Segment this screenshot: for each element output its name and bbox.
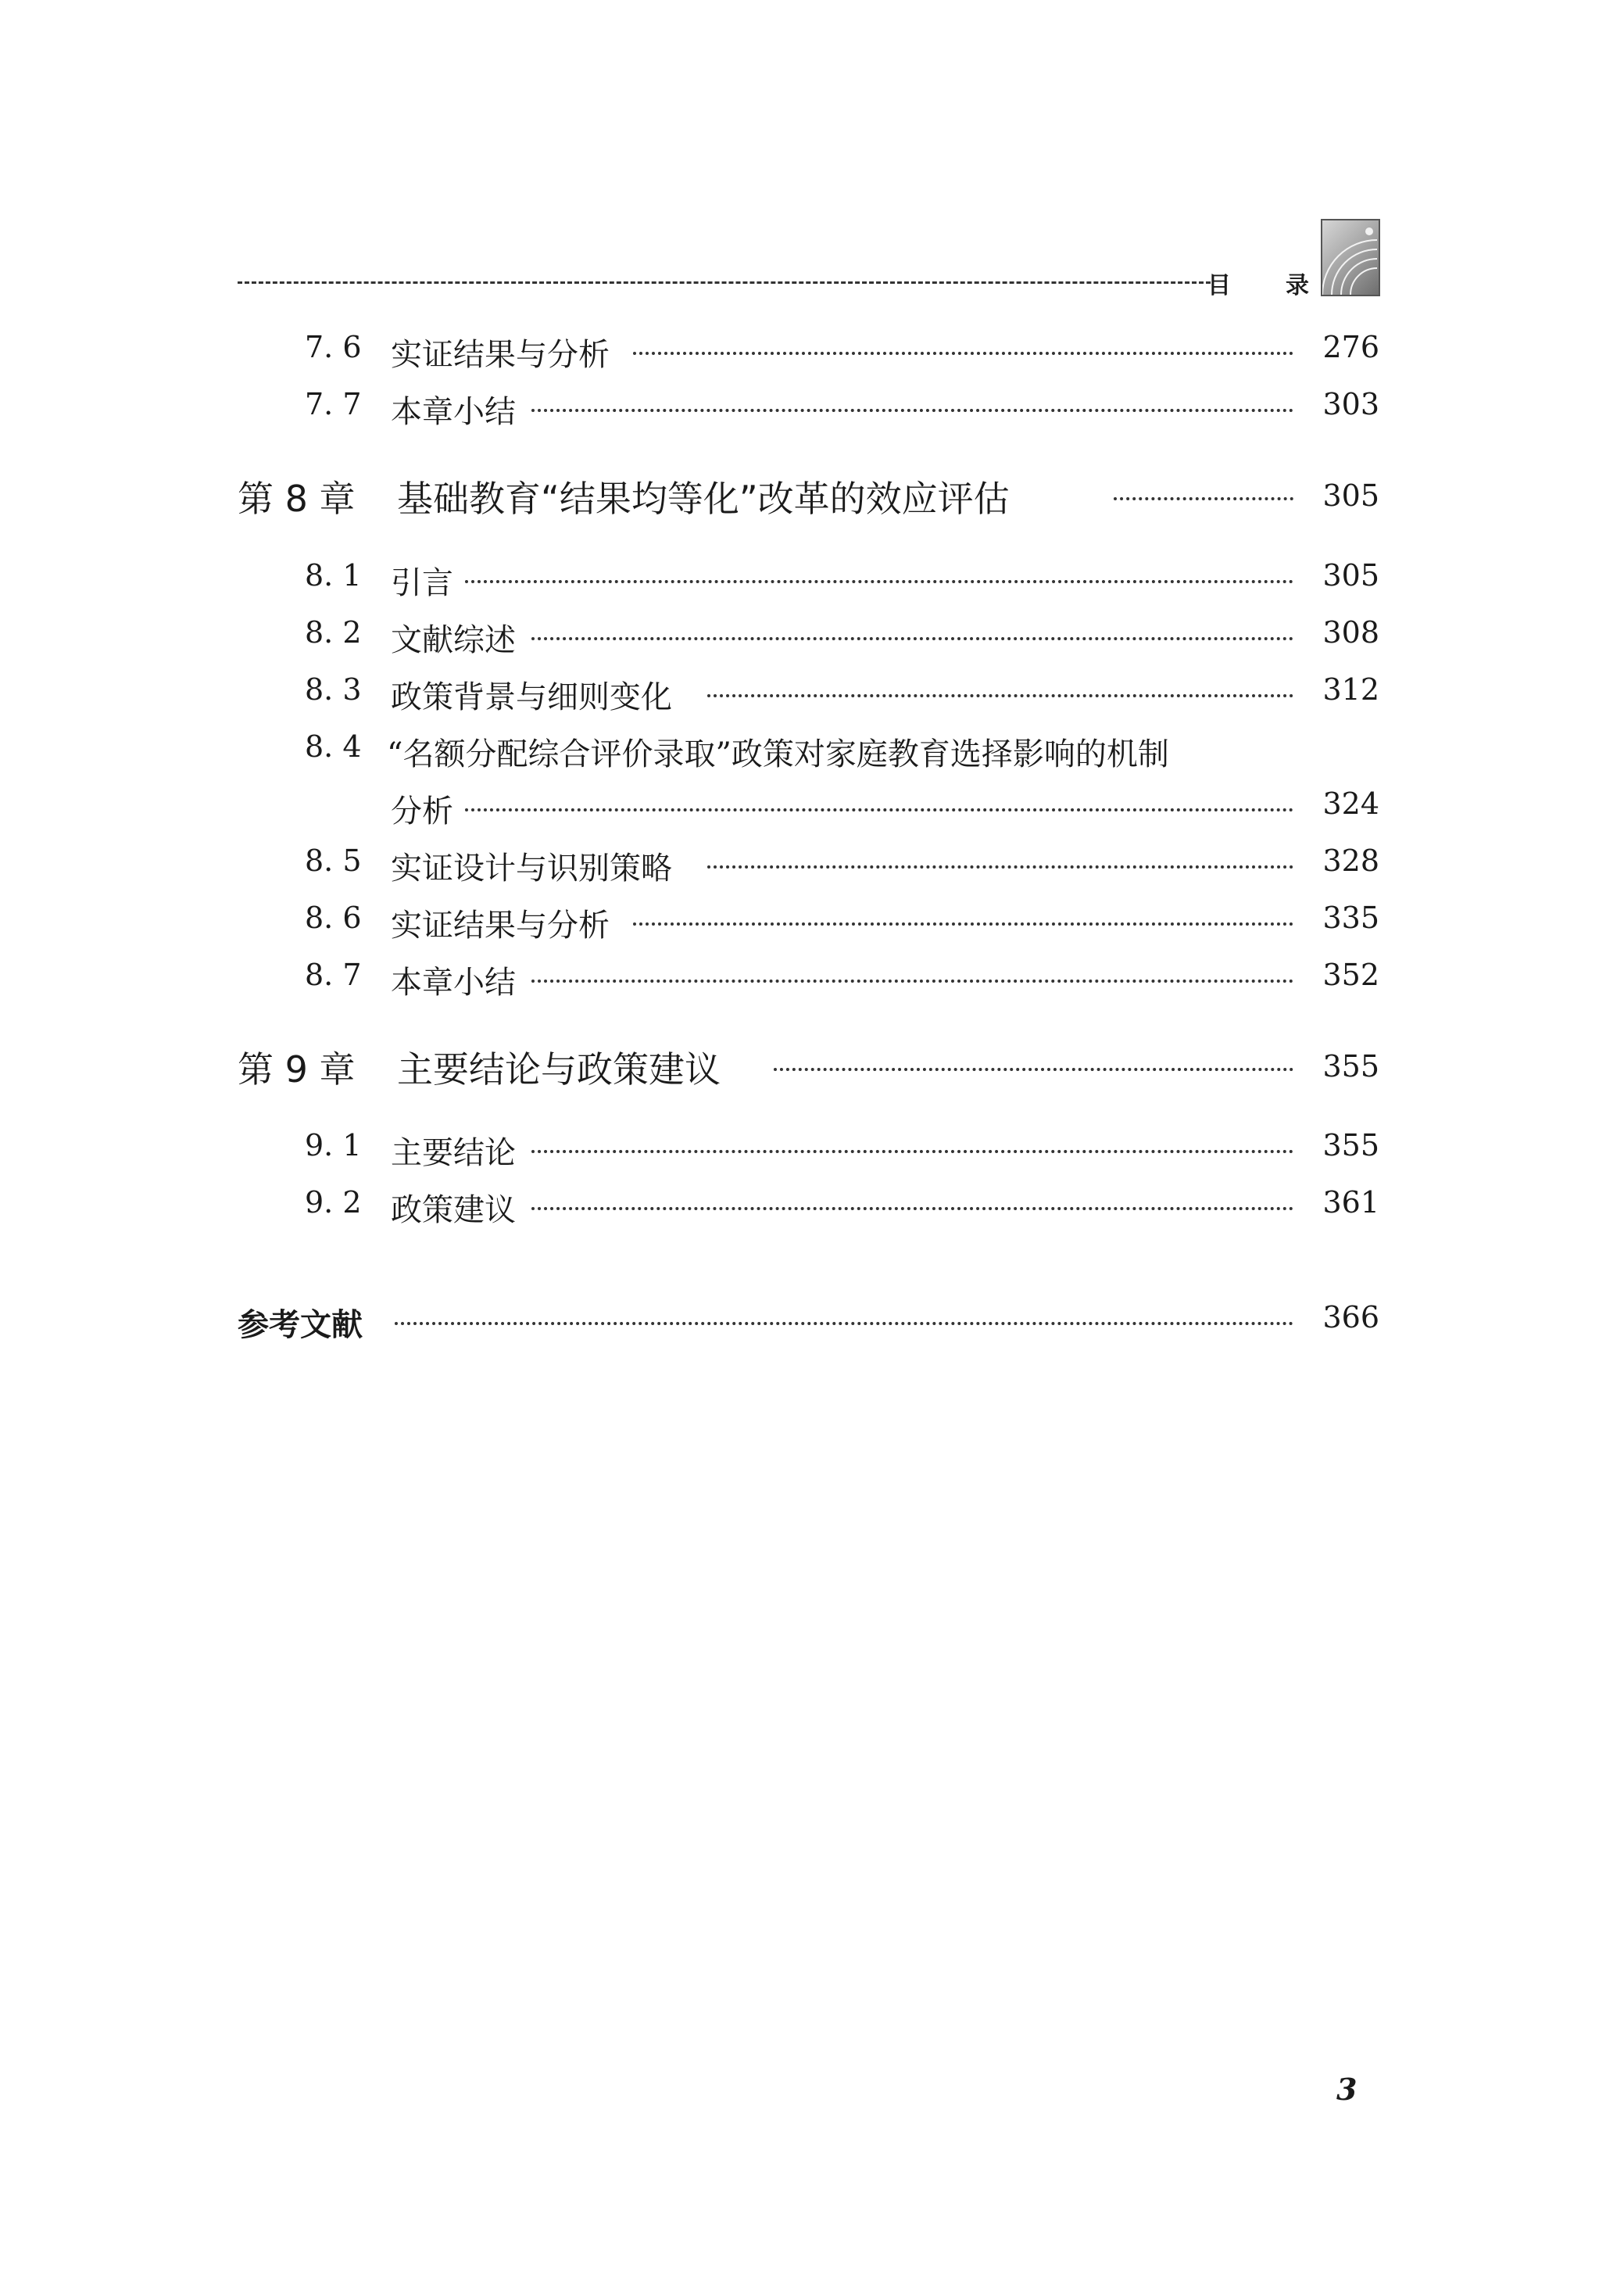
page-number: 328 [1322,844,1379,878]
section-title: 本章小结 [391,394,516,430]
chapter-title: 基础教育“结果均等化”改革的效应评估 [397,478,1010,520]
chapter-number: 第 8 章 [238,478,356,520]
dot-leader [531,1150,1293,1153]
dot-leader [465,580,1293,583]
header-ornament-icon [1321,219,1380,296]
dot-leader [395,1322,1293,1325]
page-number: 276 [1322,330,1379,364]
dot-leader [633,352,1293,355]
section-number: 8. 1 [305,558,362,593]
dot-leader [531,637,1293,640]
page-number: 366 [1322,1300,1379,1334]
page-number: 352 [1322,958,1379,992]
dot-leader [1114,497,1293,500]
page-number: 305 [1322,478,1379,513]
page-number: 361 [1322,1185,1379,1220]
header-label-right: 录 [1286,272,1311,299]
section-title: 文献综述 [391,622,516,658]
folio-page-number: 3 [1336,2072,1358,2107]
section-number: 8. 7 [305,958,362,992]
header-label-left: 目 [1207,272,1232,299]
dot-leader [531,980,1293,983]
section-title: 实证结果与分析 [391,337,610,373]
section-title: “名额分配综合评价录取”政策对家庭教育选择影响的机制 [387,736,1169,772]
section-title: 本章小结 [391,965,516,1001]
section-number: 7. 6 [305,330,362,364]
section-number: 9. 2 [305,1185,362,1220]
dot-leader [774,1068,1293,1071]
section-title: 引言 [391,565,453,601]
chapter-number: 第 9 章 [238,1048,356,1091]
references-title: 参考文献 [238,1307,363,1343]
page-number: 335 [1322,901,1379,935]
page-number: 305 [1322,558,1379,593]
chapter-title: 主要结论与政策建议 [397,1048,721,1091]
page-number: 303 [1322,387,1379,421]
section-number: 8. 5 [305,844,362,878]
page-number: 308 [1322,615,1379,650]
section-title: 政策背景与细则变化 [391,679,672,715]
section-title-continued: 分析 [391,793,453,829]
dot-leader [465,808,1293,811]
toc-entry-8-4[interactable] [0,729,1624,847]
section-number: 7. 7 [305,387,362,421]
page-number: 312 [1322,672,1379,707]
section-number: 9. 1 [305,1128,362,1162]
dot-leader [531,1207,1293,1210]
dot-leader [633,922,1293,926]
section-title: 实证设计与识别策略 [391,851,672,887]
section-number: 8. 6 [305,901,362,935]
section-number: 8. 3 [305,672,362,707]
dot-leader [531,409,1293,412]
page-number: 324 [1322,786,1379,821]
section-title: 主要结论 [391,1135,516,1171]
page-number: 355 [1322,1128,1379,1162]
page-number: 355 [1322,1049,1379,1084]
dot-leader [707,865,1293,869]
section-number: 8. 2 [305,615,362,650]
section-title: 政策建议 [391,1192,516,1228]
section-number: 8. 4 [305,729,362,764]
dot-leader [707,694,1293,697]
section-title: 实证结果与分析 [391,908,610,944]
header-rule [238,281,1211,284]
